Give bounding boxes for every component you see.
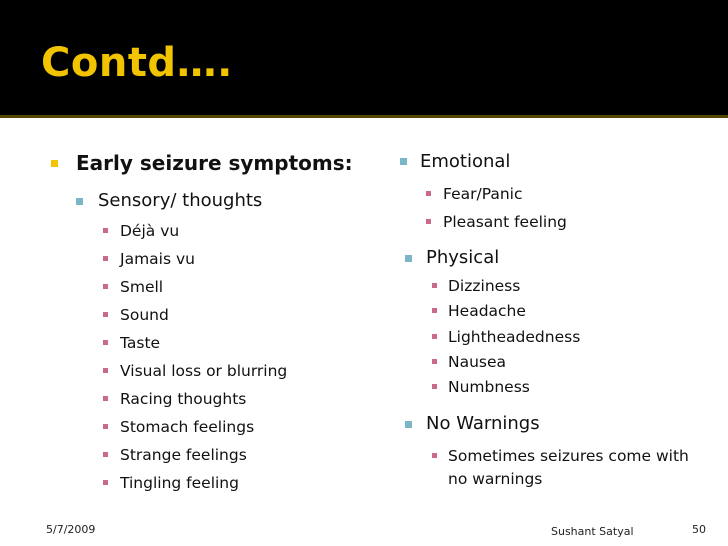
bullet-pink-icon [426, 191, 431, 196]
bullet-teal-icon [76, 198, 83, 205]
bullet-teal-icon [405, 255, 412, 262]
list-item: Sometimes seizures come with [448, 447, 689, 465]
bullet-gold-icon [51, 160, 58, 167]
list-item: Fear/Panic [443, 185, 523, 203]
list-item: Jamais vu [120, 250, 195, 268]
left-sub-heading: Sensory/ thoughts [98, 190, 263, 211]
list-item: Stomach feelings [120, 418, 255, 436]
list-item: Headache [448, 302, 526, 320]
title-underline [0, 115, 728, 118]
bullet-pink-icon [432, 334, 437, 339]
emotional-heading: Emotional [420, 151, 511, 172]
bullet-teal-icon [405, 421, 412, 428]
list-item: Pleasant feeling [443, 213, 567, 231]
list-item: Nausea [448, 353, 507, 371]
bullet-pink-icon [103, 284, 108, 289]
list-item: Lightheadedness [448, 328, 581, 346]
list-item: Numbness [448, 378, 530, 396]
bullet-pink-icon [103, 340, 108, 345]
footer-author: Sushant Satyal [551, 525, 634, 538]
bullet-pink-icon [426, 219, 431, 224]
bullet-pink-icon [432, 359, 437, 364]
bullet-pink-icon [432, 308, 437, 313]
bullet-pink-icon [432, 283, 437, 288]
list-item: Déjà vu [120, 222, 180, 240]
bullet-pink-icon [103, 256, 108, 261]
left-heading: Early seizure symptoms: [76, 151, 353, 175]
bullet-teal-icon [400, 158, 407, 165]
physical-heading: Physical [426, 247, 500, 268]
list-item: Sound [120, 306, 169, 324]
bullet-pink-icon [432, 384, 437, 389]
bullet-pink-icon [103, 452, 108, 457]
no-warnings-heading: No Warnings [426, 413, 540, 434]
list-item: Racing thoughts [120, 390, 247, 408]
bullet-pink-icon [103, 480, 108, 485]
title-bar [0, 0, 728, 118]
bullet-pink-icon [103, 368, 108, 373]
bullet-pink-icon [103, 228, 108, 233]
list-item: Smell [120, 278, 164, 296]
bullet-pink-icon [103, 424, 108, 429]
list-item: Tingling feeling [120, 474, 239, 492]
footer-page-number: 50 [692, 523, 706, 536]
list-item-continuation: no warnings [448, 470, 543, 488]
list-item: Strange feelings [120, 446, 247, 464]
list-item: Taste [120, 334, 161, 352]
list-item: Visual loss or blurring [120, 362, 288, 380]
slide-title: Contd…. [41, 40, 233, 86]
bullet-pink-icon [432, 453, 437, 458]
list-item: Dizziness [448, 277, 521, 295]
footer-date: 5/7/2009 [46, 523, 96, 536]
bullet-pink-icon [103, 312, 108, 317]
bullet-pink-icon [103, 396, 108, 401]
